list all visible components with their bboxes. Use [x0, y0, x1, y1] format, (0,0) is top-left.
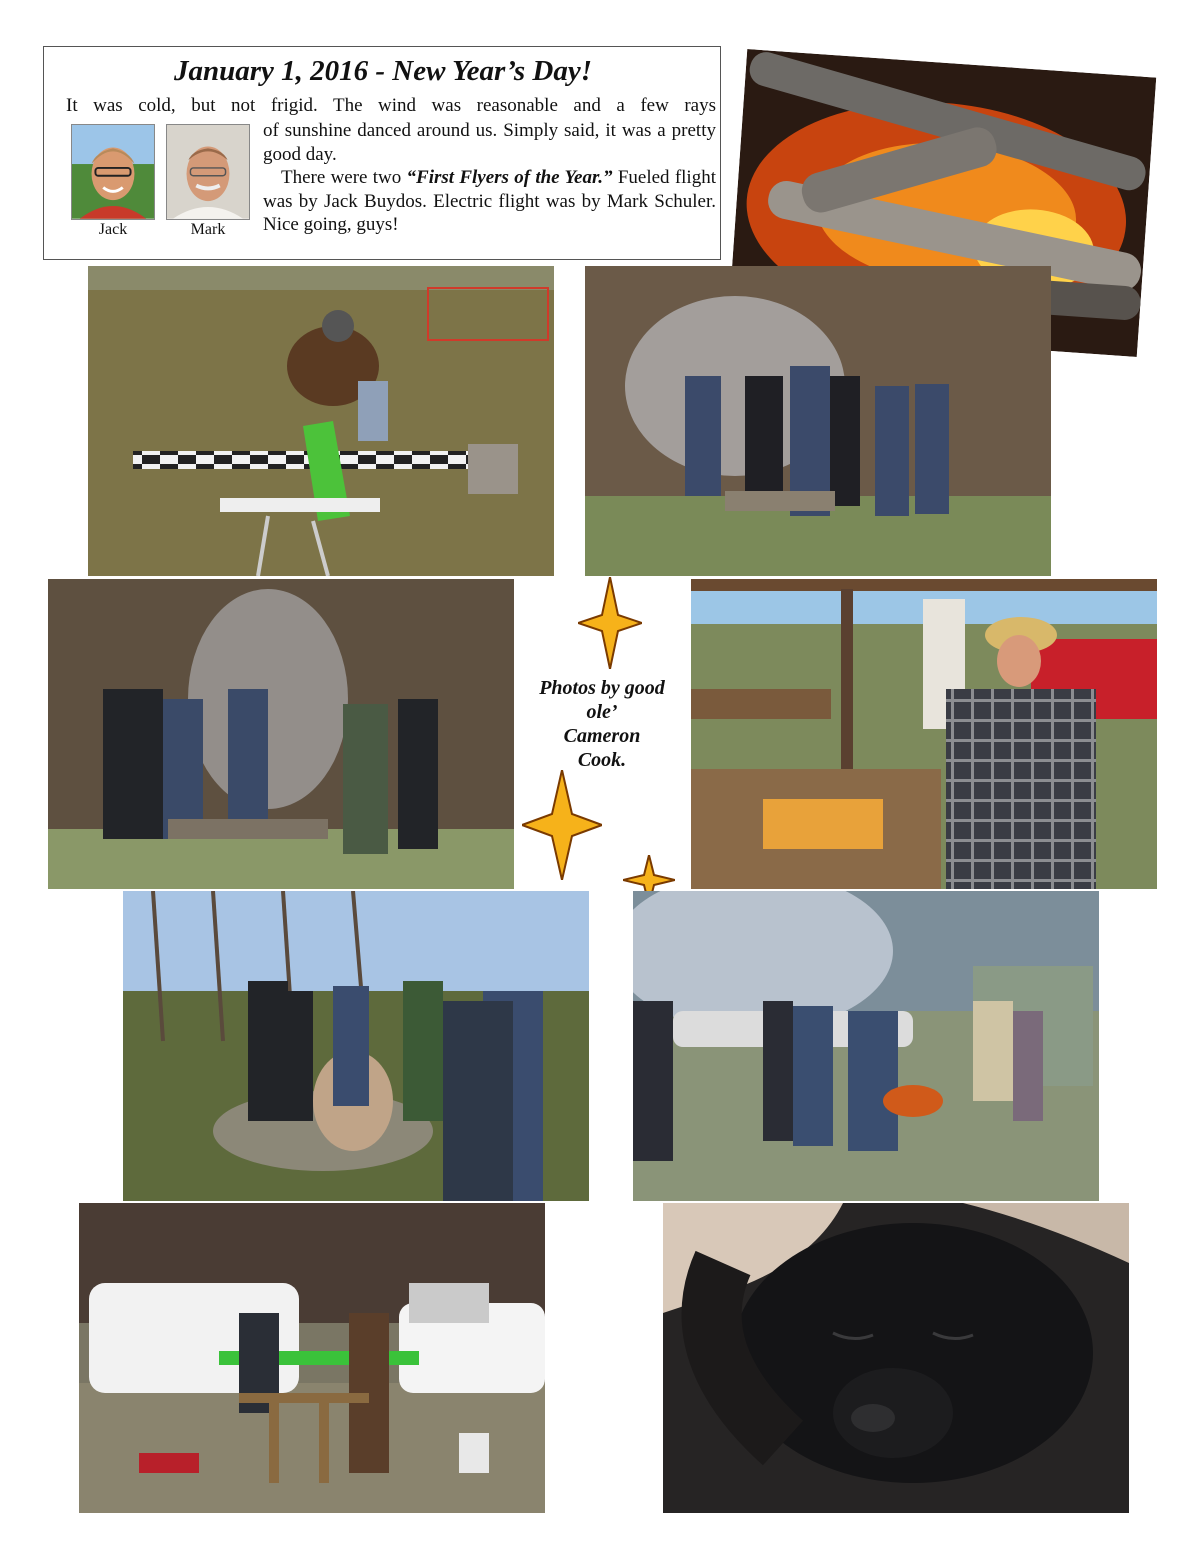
mark-portrait: [166, 124, 250, 220]
intro-line: It was cold, but not frigid. The wind was reasonable and a few rays: [66, 95, 716, 116]
jack-caption: Jack: [98, 221, 128, 238]
header-paragraph-1: of sunshine danced around us. Simply said, it was a pretty good day.: [263, 120, 716, 165]
credit-line-2: ole’: [586, 701, 618, 723]
mark-portrait-image: [167, 125, 249, 219]
para2-start: There were two: [281, 167, 407, 188]
star-decoration-2: [522, 770, 602, 880]
jack-portrait: [71, 124, 155, 220]
green-plane-preflight-photo: [88, 266, 554, 576]
star-decoration-1: [578, 577, 642, 669]
first-flyers-phrase: “First Flyers of the Year.”: [406, 167, 613, 188]
pavilion-man-cowboy-hat-photo: [691, 579, 1157, 889]
header-body: [263, 119, 716, 237]
credit-line-3: Cameron: [563, 725, 641, 747]
group-around-fire-ring-photo: [48, 579, 514, 889]
page-title: January 1, 2016 - New Year’s Day!: [173, 55, 593, 87]
plane-on-stand-photo: [79, 1203, 545, 1513]
parking-lot-gathering-photo: [633, 891, 1099, 1201]
header-paragraph-2: [263, 166, 716, 237]
header-box: [43, 46, 721, 260]
group-by-smoky-fire-photo: [585, 266, 1051, 576]
jack-portrait-image: [72, 125, 154, 219]
photo-credit: [522, 676, 682, 772]
credit-line-4: Cook.: [577, 749, 627, 771]
credit-line-1: Photos by good: [539, 677, 665, 699]
para2-end: Fueled flight was by Jack Buydos. Electric flight was by Mark Schuler. Nice going, guys!: [263, 167, 716, 235]
mark-caption: Mark: [190, 221, 226, 238]
sleeping-puppy-photo: [663, 1203, 1129, 1513]
fire-pit-gathering-photo: [123, 891, 589, 1201]
